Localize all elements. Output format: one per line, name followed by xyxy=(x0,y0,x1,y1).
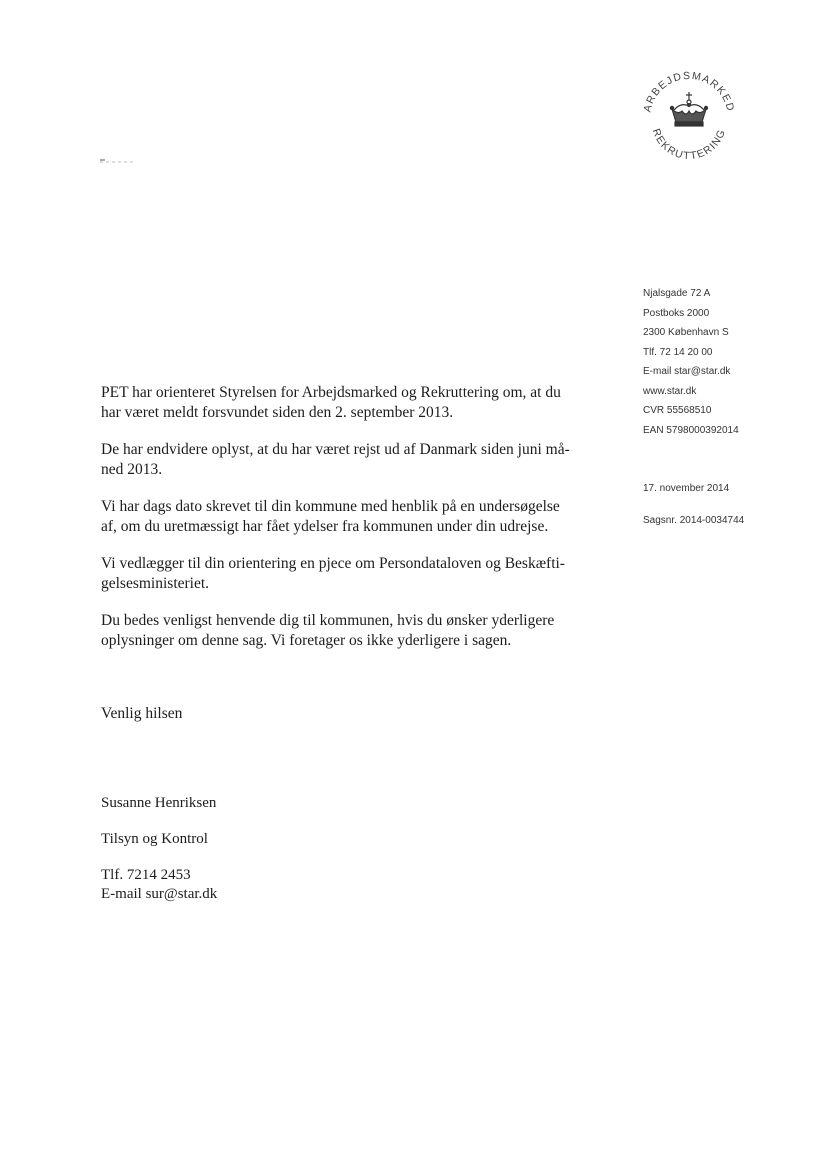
agency-logo xyxy=(634,60,744,170)
paragraph-line: gelsesministeriet. xyxy=(101,574,210,592)
paragraph-line: af, om du uretmæssigt har fået ydelser fra kommunen under din udrejse. xyxy=(101,517,549,535)
paragraph-line: ned 2013. xyxy=(101,460,163,478)
crown-icon xyxy=(670,92,707,126)
agency-seal xyxy=(634,60,744,170)
paragraph xyxy=(101,611,606,650)
paragraph-line: Du bedes venligst henvende dig til kommunen, hvis du ønsker yderligere xyxy=(101,612,555,629)
letter-date: 17. november 2014 xyxy=(643,483,730,494)
paragraph xyxy=(101,497,606,536)
address-phone: Tlf. 72 14 20 00 xyxy=(643,346,713,358)
paragraph-line: De har endvidere oplyst, at du har været rejst ud af Danmark siden juni må- xyxy=(101,441,570,458)
address-street: Njalsgade 72 A xyxy=(643,288,711,299)
paragraph-line: har været meldt forsvundet siden den 2. september 2013. xyxy=(101,403,454,421)
signer-phone: Tlf. 7214 2453 xyxy=(101,867,191,883)
letter-body xyxy=(101,383,606,668)
signer-name: Susanne Henriksen xyxy=(101,795,217,811)
paragraph xyxy=(101,554,606,593)
signer-department: Tilsyn og Kontrol xyxy=(101,831,208,847)
paragraph-line: PET har orienteret Styrelsen for Arbejdsmarked og Rekruttering om, at du xyxy=(101,384,561,401)
address-website: www.star.dk xyxy=(643,385,697,397)
address-pobox: Postboks 2000 xyxy=(643,307,710,319)
paragraph-line: oplysninger om denne sag. Vi foretager os ikke yderligere i sagen. xyxy=(101,631,512,649)
address-cvr: CVR 55568510 xyxy=(643,405,712,416)
paragraph-line: Vi vedlægger til din orientering en pjece om Persondataloven og Beskæfti- xyxy=(101,555,565,572)
sender-info xyxy=(643,284,818,526)
address-block xyxy=(643,284,818,440)
paragraph xyxy=(101,383,606,422)
signer-email: E-mail sur@star.dk xyxy=(101,886,218,902)
svg-text:REKRUTTERING: REKRUTTERING xyxy=(649,127,729,163)
svg-text:ARBEJDSMARKED: ARBEJDSMARKED xyxy=(641,69,737,114)
paragraph-line: Vi har dags dato skrevet til din kommune med henblik på en undersøgelse xyxy=(101,498,560,515)
address-city: 2300 København S xyxy=(643,327,729,338)
paragraph xyxy=(101,440,606,479)
address-ean: EAN 5798000392014 xyxy=(643,424,739,436)
signature-block xyxy=(101,794,217,904)
scan-mark xyxy=(100,151,134,159)
closing-greeting: Venlig hilsen xyxy=(101,705,183,722)
case-number: Sagsnr. 2014-0034744 xyxy=(643,515,745,526)
address-email: E-mail star@star.dk xyxy=(643,366,731,377)
